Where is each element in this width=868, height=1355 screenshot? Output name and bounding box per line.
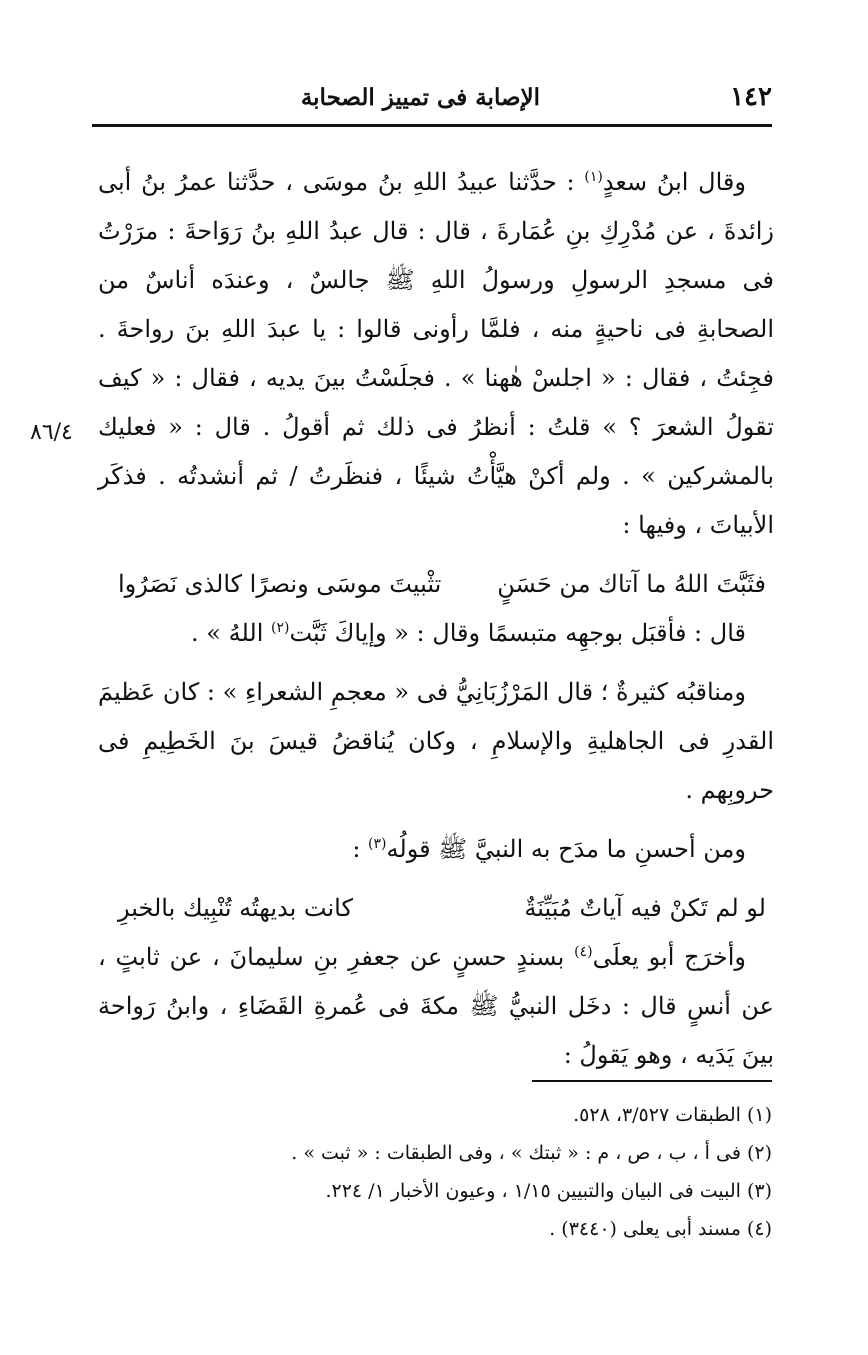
margin-volume-page-note: ٨٦/٤ — [30, 420, 73, 445]
footnote-ref-2: (٢) — [271, 620, 290, 636]
footnotes — [150, 1096, 772, 1248]
footnote-2: (٢) فى أ ، ب ، ص ، م : « ثبتك » ، وفى الطبقات : « ثبت » . — [291, 1142, 772, 1164]
verse-second-hemistich: كانت بديهتُه تُنْبِيك بالخبرِ — [118, 894, 353, 922]
verse-second-hemistich: تثْبيتَ موسَى ونصرًا كالذى نَصَرُوا — [118, 570, 442, 598]
page-header — [92, 78, 772, 118]
paragraph-text: : — [352, 835, 369, 863]
paragraph-text: : حدَّثنا عبيدُ اللهِ بنُ موسَى ، حدَّثنا عمرُ بنُ أبى زائدةَ ، عن مُدْرِكِ بنِ عُمَارةَ ، قال : قال عبدُ اللهِ بنُ رَوَاحةَ : مرَرْتُ فى مسجدِ الرسولِ ورسولُ اللهِ ﷺ جالسٌ ، وعندَه أناسٌ من الصحابةِ فى ناحيةٍ منه ، فلمَّا رأونى قالوا : يا عبدَ اللهِ بنَ رواحةَ . فجِئتُ ، فقال : « اجلسْ هٰهنا » . فجلَسْتُ بينَ يديه ، فقال : « كيف تقولُ الشعرَ ؟ » قلتُ : أنظرُ فى ذلك ثم أقولُ . قال : « فعليك بالمشركين » . ولم أكنْ هيَّأْتُ شيئًا ، فنظَرتُ / ثم أنشدتُه . فذكَر الأبياتَ ، وفيها : — [98, 168, 774, 539]
main-text — [98, 158, 774, 1080]
paragraph-text: وقال ابنُ سعدٍ — [602, 168, 746, 196]
footnote-4: (٤) مسند أبى يعلى (٣٤٤٠) . — [549, 1218, 772, 1240]
paragraph-abu-yala — [98, 933, 774, 1080]
paragraph-text: ومن أحسنِ ما مدَح به النبيَّ ﷺ قولُه — [386, 835, 746, 863]
paragraph-text: اللهُ » . — [191, 619, 271, 647]
footnote-3: (٣) البيت فى البيان والتبيين ١/١٥ ، وعيون الأخبار ١/ ٢٢٤. — [325, 1180, 772, 1202]
footnote-ref-3: (٣) — [368, 836, 387, 852]
paragraph-best-praise — [98, 825, 774, 874]
verse-line-1 — [98, 560, 774, 609]
verse-line-2 — [98, 884, 774, 933]
running-title: الإصابة فى تمييز الصحابة — [300, 84, 540, 111]
footnote-ref-1: (١) — [584, 169, 603, 185]
footnote-rule — [532, 1080, 772, 1082]
paragraph-text: وأخرَج أبو يعلَى — [592, 943, 746, 971]
page-number: ١٤٢ — [730, 82, 772, 112]
paragraph-text: قال : فأقبَل بوجهِه متبسمًا وقال : « وإياكَ ثَبَّت — [289, 619, 746, 647]
footnote-ref-4: (٤) — [574, 944, 593, 960]
paragraph-ibn-saad — [98, 158, 774, 550]
paragraph-text: بسندٍ حسنٍ عن جعفرِ بنِ سليمانَ ، عن ثابتٍ ، عن أنسٍ قال : دخَل النبيُّ ﷺ مكةَ فى عُمرةِ القَضَاءِ ، وابنُ رَواحة بينَ يَدَيه ، وهو يَقولُ : — [98, 943, 774, 1069]
header-rule — [92, 124, 772, 127]
footnote-1: (١) الطبقات ٣/٥٢٧، ٥٢٨. — [573, 1104, 772, 1126]
paragraph-merits: ومناقبُه كثيرةٌ ؛ قال المَرْزُبَانِيُّ فى « معجمِ الشعراءِ » : كان عَظيمَ القدرِ فى الجاهليةِ والإسلامِ ، وكان يُناقضُ قيسَ بنَ الخَطِيمِ فى حروبِهم . — [98, 678, 774, 804]
verse-first-hemistich: فثَبَّتَ اللهُ ما آتاك من حَسَنٍ — [497, 570, 766, 598]
paragraph-reply — [98, 609, 774, 658]
verse-first-hemistich: لو لم تَكنْ فيه آياتٌ مُبَيِّنَةٌ — [524, 894, 766, 922]
